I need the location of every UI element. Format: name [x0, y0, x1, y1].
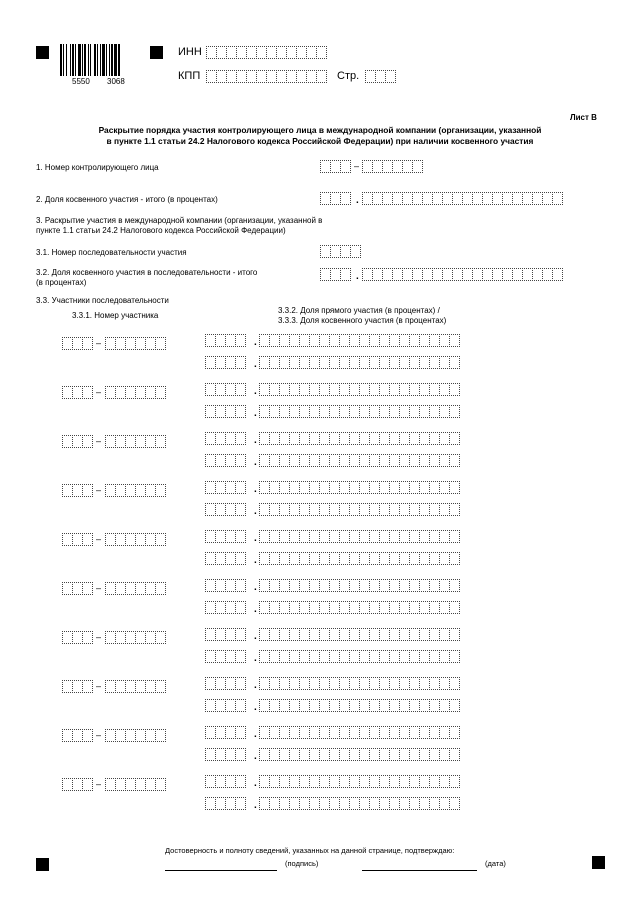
input-cell[interactable]: [449, 775, 460, 788]
participant-number-part2[interactable]: [105, 680, 166, 693]
input-cell[interactable]: [235, 650, 246, 663]
participant-number-part1[interactable]: [62, 435, 93, 448]
field-3-label-line2: пункте 1.1 статьи 24.2 Налогового кодекса Российской Федерации): [36, 226, 286, 235]
decimal-point: .: [254, 337, 257, 348]
input-cell[interactable]: [340, 160, 351, 173]
decimal-point: .: [356, 195, 359, 206]
barcode-bar: [63, 44, 64, 76]
input-cell[interactable]: [235, 677, 246, 690]
input-cell[interactable]: [82, 386, 93, 399]
decimal-point: .: [254, 435, 257, 446]
signature-label: (подпись): [285, 859, 319, 868]
input-cell[interactable]: [235, 775, 246, 788]
barcode-bar: [84, 44, 86, 76]
input-cell[interactable]: [235, 383, 246, 396]
controlling-person-number-part1[interactable]: [320, 160, 351, 173]
input-cell[interactable]: [235, 356, 246, 369]
barcode-bar: [90, 44, 91, 76]
indirect-share-int[interactable]: [205, 699, 246, 712]
indirect-share-int[interactable]: [205, 650, 246, 663]
dash-separator: –: [96, 681, 102, 691]
dash-separator: –: [96, 338, 102, 348]
participant-number-part2[interactable]: [105, 582, 166, 595]
corner-marker-bottom-left: [36, 858, 49, 871]
dash-separator: –: [96, 779, 102, 789]
decimal-point: .: [254, 484, 257, 495]
field-3-3-2-label: 3.3.2. Доля прямого участия (в процентах) /: [278, 306, 440, 315]
input-cell[interactable]: [235, 579, 246, 592]
participant-number-part1[interactable]: [62, 631, 93, 644]
indirect-share-frac[interactable]: [259, 748, 460, 761]
corner-marker-top-middle: [150, 46, 163, 59]
input-cell[interactable]: [235, 530, 246, 543]
barcode-bar: [106, 44, 107, 76]
direct-share-int[interactable]: [205, 432, 246, 445]
participant-number-part2[interactable]: [105, 484, 166, 497]
direct-share-int[interactable]: [205, 775, 246, 788]
input-cell[interactable]: [235, 454, 246, 467]
decimal-point: .: [254, 555, 257, 566]
input-cell[interactable]: [82, 631, 93, 644]
barcode-bar: [72, 44, 74, 76]
barcode-bar: [100, 44, 101, 76]
input-cell[interactable]: [412, 160, 423, 173]
direct-share-int[interactable]: [205, 579, 246, 592]
decimal-point: .: [254, 778, 257, 789]
participant-number-part1[interactable]: [62, 386, 93, 399]
direct-share-frac[interactable]: [259, 628, 460, 641]
input-cell[interactable]: [449, 699, 460, 712]
inn-field[interactable]: [206, 46, 327, 59]
kpp-field[interactable]: [206, 70, 327, 83]
input-cell[interactable]: [235, 334, 246, 347]
decimal-point: .: [254, 457, 257, 468]
input-cell[interactable]: [235, 481, 246, 494]
barcode-bar: [102, 44, 105, 76]
dash-separator: –: [96, 485, 102, 495]
input-cell[interactable]: [449, 628, 460, 641]
direct-share-int[interactable]: [205, 481, 246, 494]
input-cell[interactable]: [449, 503, 460, 516]
indirect-share-int[interactable]: [205, 503, 246, 516]
barcode-bar: [94, 44, 96, 76]
participant-number-part1[interactable]: [62, 582, 93, 595]
inn-label: ИНН: [178, 46, 202, 58]
barcode-bar: [70, 44, 71, 76]
input-cell[interactable]: [235, 797, 246, 810]
kpp-label: КПП: [178, 70, 201, 82]
sheet-title-line2: в пункте 1.1 статьи 24.2 Налогового кодекса Российской Федерации) при наличии косвенного участия: [106, 136, 534, 146]
input-cell[interactable]: [155, 631, 166, 644]
indirect-share-frac[interactable]: [259, 503, 460, 516]
input-cell[interactable]: [82, 582, 93, 595]
input-cell[interactable]: [235, 552, 246, 565]
input-cell[interactable]: [235, 405, 246, 418]
input-cell[interactable]: [449, 454, 460, 467]
signature-line[interactable]: [165, 870, 277, 871]
dash-separator: –: [96, 534, 102, 544]
input-cell[interactable]: [385, 70, 396, 83]
input-cell[interactable]: [449, 481, 460, 494]
decimal-point: .: [254, 729, 257, 740]
input-cell[interactable]: [449, 797, 460, 810]
direct-share-int[interactable]: [205, 530, 246, 543]
decimal-point: .: [254, 604, 257, 615]
barcode-bar: [109, 44, 110, 76]
input-cell[interactable]: [449, 405, 460, 418]
indirect-share-frac[interactable]: [259, 405, 460, 418]
barcode-bar: [97, 44, 98, 76]
input-cell[interactable]: [82, 337, 93, 350]
direct-share-frac[interactable]: [259, 726, 460, 739]
participant-number-part1[interactable]: [62, 337, 93, 350]
decimal-point: .: [254, 631, 257, 642]
participant-number-part2[interactable]: [105, 435, 166, 448]
participant-number-part1[interactable]: [62, 533, 93, 546]
barcode-bar: [82, 44, 83, 76]
participant-number-part2[interactable]: [105, 386, 166, 399]
field-3-1-label: 3.1. Номер последовательности участия: [36, 248, 187, 257]
decimal-point: .: [254, 386, 257, 397]
input-cell[interactable]: [82, 680, 93, 693]
barcode-bar: [118, 44, 120, 76]
sheet-label: Лист В: [570, 113, 597, 122]
input-cell[interactable]: [235, 748, 246, 761]
sheet-title-line1: Раскрытие порядка участия контролирующего лица в международной компании (организации, указанной: [98, 125, 542, 135]
input-cell[interactable]: [449, 552, 460, 565]
input-cell[interactable]: [316, 46, 327, 59]
sequence-share-total-frac[interactable]: [362, 268, 563, 281]
direct-share-frac[interactable]: [259, 677, 460, 690]
input-cell[interactable]: [155, 435, 166, 448]
input-cell[interactable]: [449, 748, 460, 761]
input-cell[interactable]: [155, 680, 166, 693]
decimal-point: .: [356, 271, 359, 282]
input-cell[interactable]: [82, 778, 93, 791]
dash-separator: –: [96, 730, 102, 740]
input-cell[interactable]: [449, 650, 460, 663]
sequence-share-total-int[interactable]: [320, 268, 351, 281]
input-cell[interactable]: [235, 432, 246, 445]
participant-number-part2[interactable]: [105, 533, 166, 546]
dash-separator: –: [354, 161, 360, 171]
input-cell[interactable]: [155, 484, 166, 497]
decimal-point: .: [254, 582, 257, 593]
input-cell[interactable]: [449, 334, 460, 347]
corner-marker-bottom-right: [592, 856, 605, 869]
indirect-share-total-frac[interactable]: [362, 192, 563, 205]
controlling-person-number-part2[interactable]: [362, 160, 423, 173]
barcode-bar: [114, 44, 117, 76]
corner-marker-top-left: [36, 46, 49, 59]
decimal-point: .: [254, 506, 257, 517]
input-cell[interactable]: [449, 530, 460, 543]
field-3-3-label: 3.3. Участники последовательности: [36, 296, 169, 305]
input-cell[interactable]: [155, 778, 166, 791]
sequence-number-field[interactable]: [320, 245, 361, 258]
dash-separator: –: [96, 387, 102, 397]
indirect-share-frac[interactable]: [259, 356, 460, 369]
input-cell[interactable]: [449, 383, 460, 396]
barcode-bar: [88, 44, 89, 76]
barcode-number-left: 5550: [72, 77, 90, 86]
field-3-3-1-label: 3.3.1. Номер участника: [72, 311, 159, 320]
indirect-share-int[interactable]: [205, 454, 246, 467]
participant-number-part1[interactable]: [62, 778, 93, 791]
date-label: (дата): [485, 859, 506, 868]
input-cell[interactable]: [449, 601, 460, 614]
input-cell[interactable]: [449, 726, 460, 739]
participant-number-part2[interactable]: [105, 778, 166, 791]
input-cell[interactable]: [235, 726, 246, 739]
barcode-bar: [66, 44, 67, 76]
decimal-point: .: [254, 359, 257, 370]
dash-separator: –: [96, 632, 102, 642]
direct-share-int[interactable]: [205, 628, 246, 641]
barcode-bar: [75, 44, 76, 76]
direct-share-frac[interactable]: [259, 579, 460, 592]
input-cell[interactable]: [82, 484, 93, 497]
indirect-share-int[interactable]: [205, 797, 246, 810]
input-cell[interactable]: [82, 729, 93, 742]
decimal-point: .: [254, 408, 257, 419]
participant-number-part1[interactable]: [62, 729, 93, 742]
direct-share-int[interactable]: [205, 334, 246, 347]
indirect-share-int[interactable]: [205, 405, 246, 418]
page-label: Стр.: [337, 70, 360, 82]
input-cell[interactable]: [155, 337, 166, 350]
decimal-point: .: [254, 751, 257, 762]
input-cell[interactable]: [316, 70, 327, 83]
decimal-point: .: [254, 533, 257, 544]
input-cell[interactable]: [235, 601, 246, 614]
input-cell[interactable]: [155, 386, 166, 399]
field-3-label-line1: 3. Раскрытие участия в международной компании (организации, указанной в: [36, 216, 323, 225]
input-cell[interactable]: [350, 245, 361, 258]
indirect-share-frac[interactable]: [259, 454, 460, 467]
participant-number-part2[interactable]: [105, 337, 166, 350]
input-cell[interactable]: [235, 699, 246, 712]
participant-number-part1[interactable]: [62, 484, 93, 497]
input-cell[interactable]: [449, 356, 460, 369]
dash-separator: –: [96, 583, 102, 593]
field-3-2-label-line1: 3.2. Доля косвенного участия в последовательности - итого: [36, 268, 258, 277]
indirect-share-frac[interactable]: [259, 699, 460, 712]
input-cell[interactable]: [235, 628, 246, 641]
input-cell[interactable]: [155, 533, 166, 546]
input-cell[interactable]: [340, 192, 351, 205]
input-cell[interactable]: [449, 677, 460, 690]
input-cell[interactable]: [155, 582, 166, 595]
input-cell[interactable]: [82, 435, 93, 448]
decimal-point: .: [254, 702, 257, 713]
participant-number-part1[interactable]: [62, 680, 93, 693]
input-cell[interactable]: [82, 533, 93, 546]
field-3-3-3-label: 3.3.3. Доля косвенного участия (в процентах): [278, 316, 447, 325]
direct-share-frac[interactable]: [259, 530, 460, 543]
input-cell[interactable]: [340, 268, 351, 281]
participant-number-part2[interactable]: [105, 631, 166, 644]
input-cell[interactable]: [552, 268, 563, 281]
barcode: [60, 44, 140, 76]
barcode-bar: [111, 44, 113, 76]
barcode-number-right: 3068: [107, 77, 125, 86]
field-1-label: 1. Номер контролирующего лица: [36, 163, 159, 172]
direct-share-frac[interactable]: [259, 481, 460, 494]
direct-share-int[interactable]: [205, 677, 246, 690]
indirect-share-frac[interactable]: [259, 650, 460, 663]
barcode-bar: [78, 44, 81, 76]
input-cell[interactable]: [449, 432, 460, 445]
indirect-share-frac[interactable]: [259, 601, 460, 614]
direct-share-int[interactable]: [205, 383, 246, 396]
indirect-share-frac[interactable]: [259, 797, 460, 810]
input-cell[interactable]: [235, 503, 246, 516]
direct-share-frac[interactable]: [259, 334, 460, 347]
field-3-2-label-line2: (в процентах): [36, 278, 87, 287]
decimal-point: .: [254, 800, 257, 811]
indirect-share-int[interactable]: [205, 748, 246, 761]
input-cell[interactable]: [552, 192, 563, 205]
indirect-share-int[interactable]: [205, 601, 246, 614]
direct-share-frac[interactable]: [259, 775, 460, 788]
participant-number-part2[interactable]: [105, 729, 166, 742]
direct-share-frac[interactable]: [259, 383, 460, 396]
direct-share-frac[interactable]: [259, 432, 460, 445]
indirect-share-total-int[interactable]: [320, 192, 351, 205]
indirect-share-int[interactable]: [205, 356, 246, 369]
barcode-bar: [60, 44, 62, 76]
decimal-point: .: [254, 680, 257, 691]
confirmation-text: Достоверность и полноту сведений, указанных на данной странице, подтверждаю:: [165, 846, 455, 855]
dash-separator: –: [96, 436, 102, 446]
direct-share-int[interactable]: [205, 726, 246, 739]
input-cell[interactable]: [449, 579, 460, 592]
input-cell[interactable]: [155, 729, 166, 742]
indirect-share-int[interactable]: [205, 552, 246, 565]
page-number-field[interactable]: [365, 70, 396, 83]
indirect-share-frac[interactable]: [259, 552, 460, 565]
date-line[interactable]: [362, 870, 477, 871]
decimal-point: .: [254, 653, 257, 664]
field-2-label: 2. Доля косвенного участия - итого (в процентах): [36, 195, 218, 204]
